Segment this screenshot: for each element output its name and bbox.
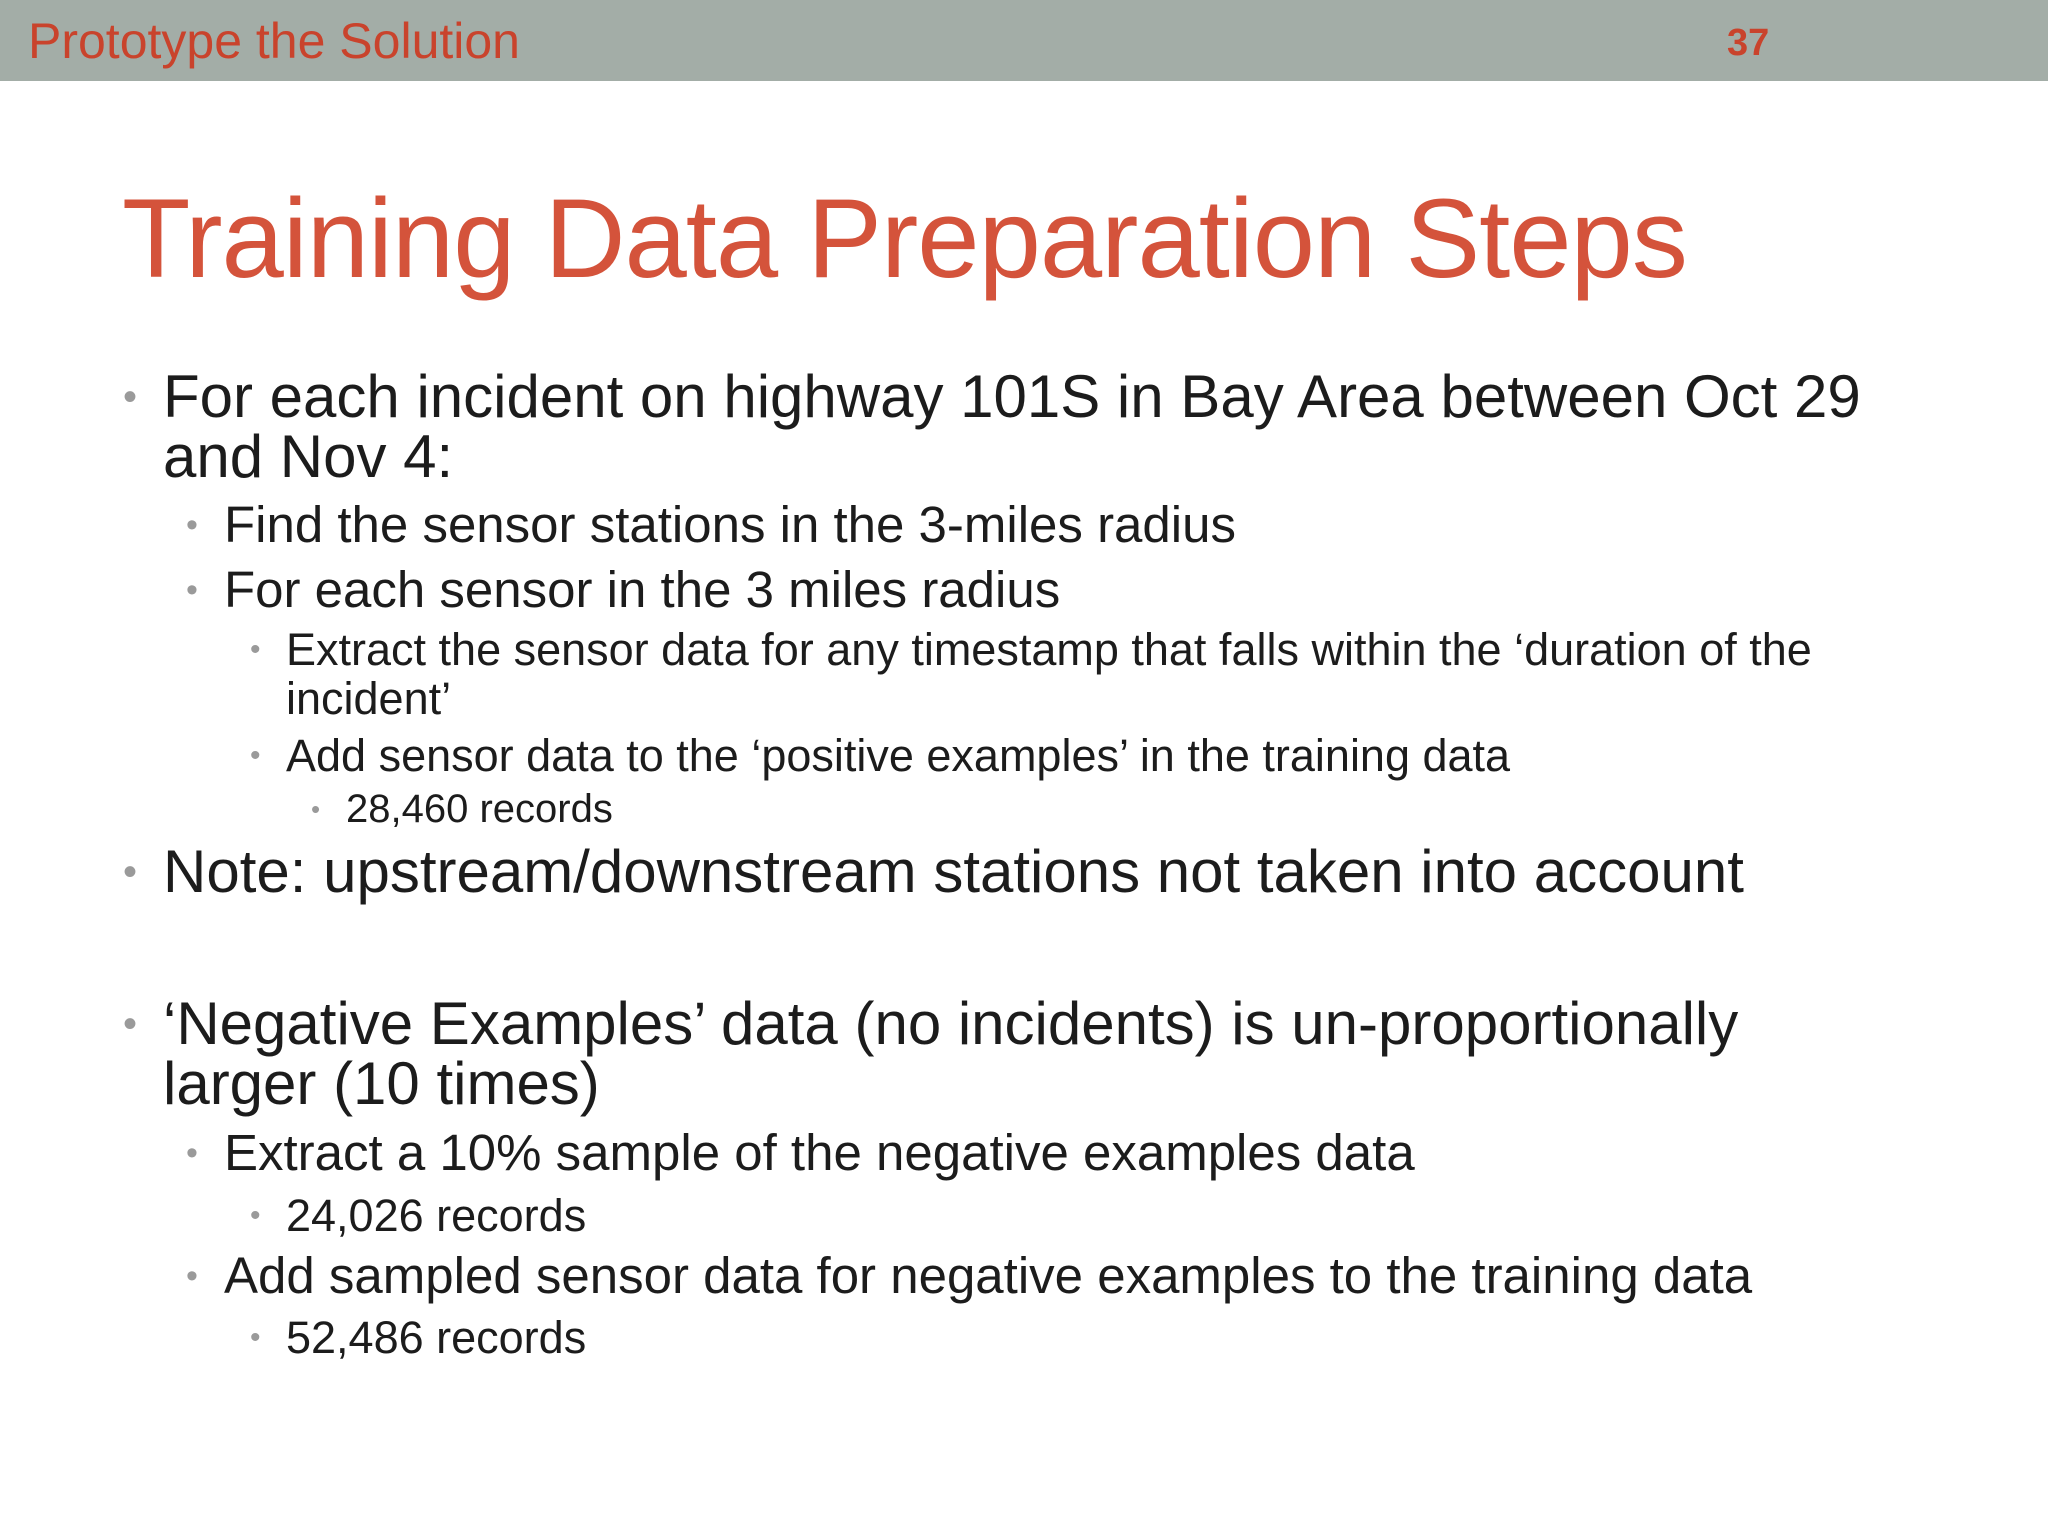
bullet-text: For each incident on highway 101S in Bay Area between Oct 29 and Nov 4: (163, 363, 1861, 490)
bullet-extract-sensor-data (250, 624, 1886, 724)
bullet-sample-records (250, 1190, 1686, 1241)
bullet-positive-records (311, 786, 1746, 832)
bullet-text: 52,486 records (286, 1312, 587, 1363)
bullet-dot: • (250, 739, 261, 772)
slide-title: Training Data Preparation Steps (122, 176, 1687, 301)
bullet-text: Add sensor data to the ‘positive examples’ in the training data (286, 730, 1511, 781)
bullet-dot: • (250, 633, 261, 666)
bullet-total-records (250, 1312, 1686, 1363)
bullet-text: For each sensor in the 3 miles radius (224, 561, 1061, 618)
bullet-text: Note: upstream/downstream stations not taken into account (163, 838, 1744, 905)
bullet-text: Extract a 10% sample of the negative examples data (224, 1124, 1415, 1181)
bullet-text: 28,460 records (346, 787, 613, 831)
bullet-dot: • (186, 571, 198, 609)
bullet-text: Extract the sensor data for any timestamp that falls within the ‘duration of the incident’ (286, 624, 1812, 724)
bullet-add-negative (186, 1247, 1864, 1304)
bullet-dot: • (123, 850, 138, 894)
bullet-extract-sample (186, 1124, 1824, 1181)
bullet-note (123, 838, 1923, 905)
section-title: Prototype the Solution (28, 13, 520, 69)
bullet-text: ‘Negative Examples’ data (no incidents) is un-proportionally larger (10 times) (163, 990, 1739, 1117)
bullet-dot: • (123, 375, 138, 419)
bullet-each-sensor (186, 561, 1824, 618)
bullet-text: 24,026 records (286, 1190, 587, 1241)
bullet-text: Find the sensor stations in the 3-miles radius (224, 496, 1236, 553)
bullet-dot: • (123, 1002, 138, 1046)
bullet-dot: • (311, 794, 321, 824)
bullet-find-stations (186, 496, 1824, 553)
bullet-negative-examples (123, 990, 1883, 1117)
bullet-add-positive (250, 730, 1886, 781)
bullet-dot: • (186, 1134, 198, 1172)
bullet-dot: • (250, 1199, 261, 1232)
bullet-incidents (123, 363, 1883, 490)
bullet-dot: • (186, 506, 198, 544)
bullet-text: Add sampled sensor data for negative examples to the training data (224, 1247, 1753, 1304)
slide-number: 37 (1727, 22, 1770, 64)
bullet-dot: • (250, 1321, 261, 1354)
bullet-dot: • (186, 1257, 198, 1295)
